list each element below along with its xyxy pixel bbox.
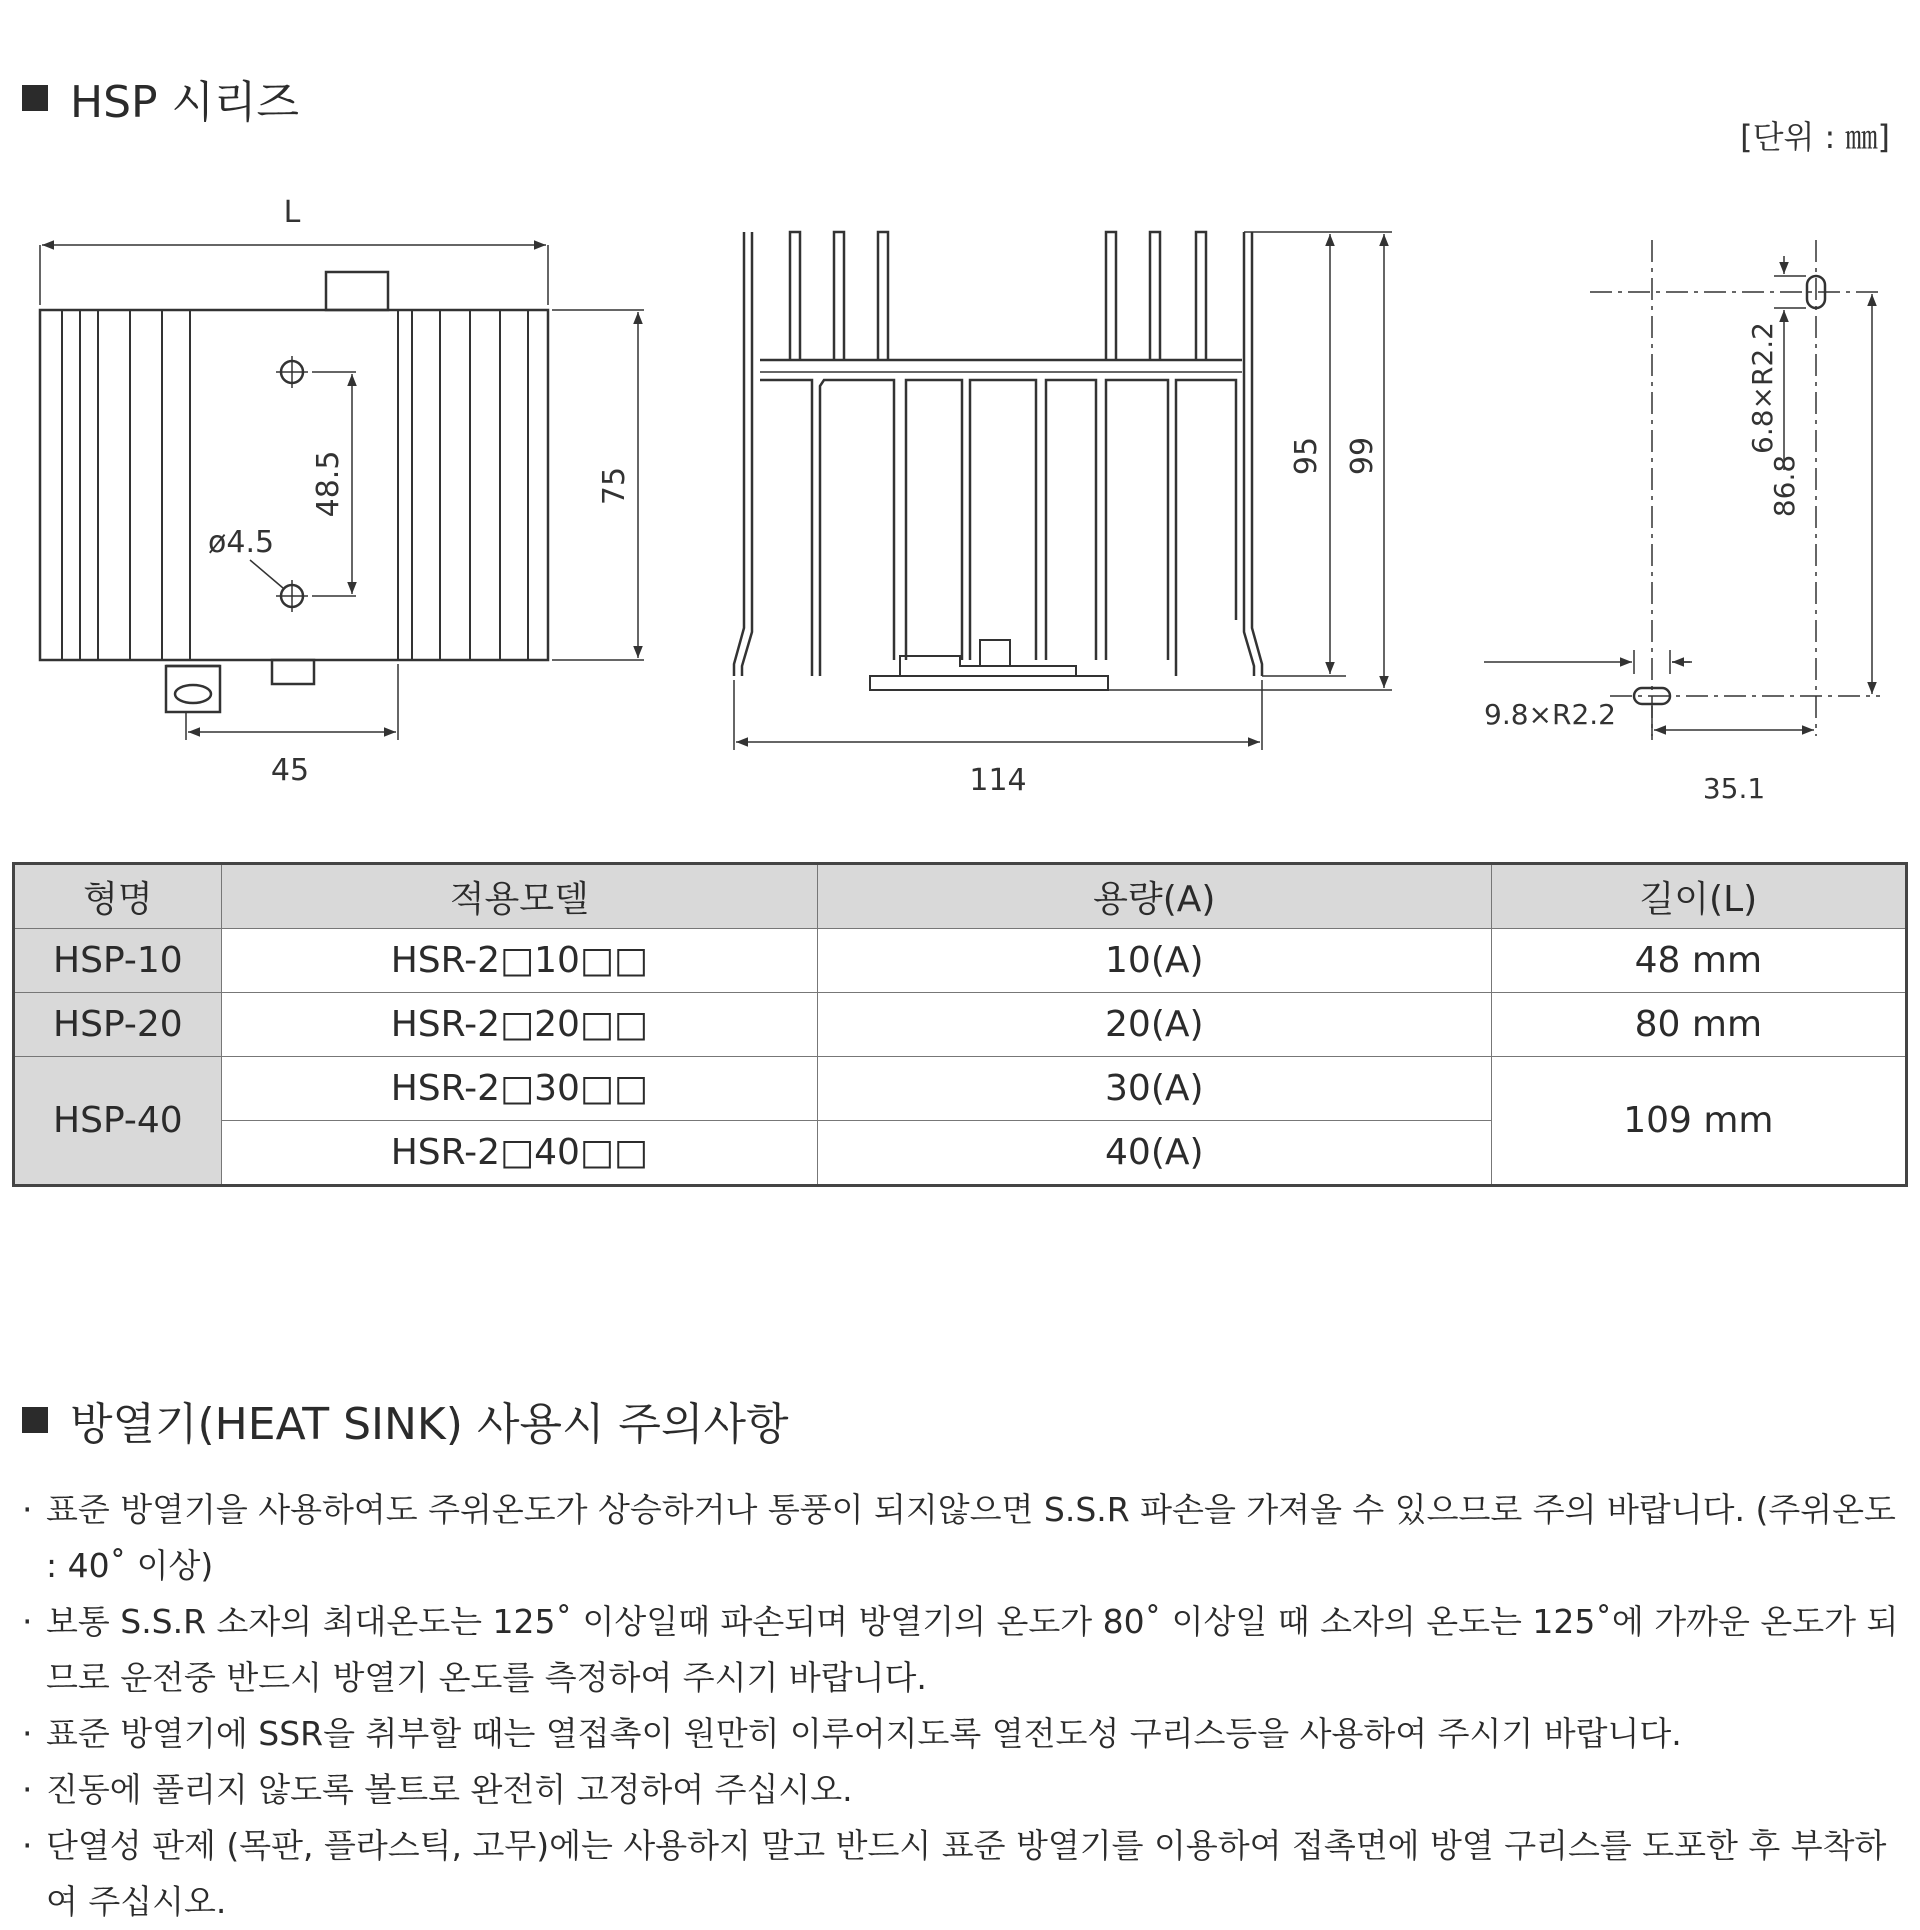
type-cell: HSP-40: [14, 1057, 222, 1186]
dim-side-inner-height-label: 95: [1289, 436, 1324, 476]
dim-side-width-label: 114: [969, 763, 1027, 798]
side-view: [734, 232, 1262, 690]
heatsink-drawing: [0, 190, 1920, 830]
table-header: 용량(A): [817, 864, 1491, 929]
table-row: [14, 993, 1907, 1057]
model-cell: HSR-2□20□□: [221, 993, 817, 1057]
length-cell: 48 mm: [1491, 929, 1906, 993]
capacity-cell: 30(A): [817, 1057, 1491, 1121]
dim-side-outer-height-label: 99: [1345, 436, 1380, 476]
table-header: 적용모델: [221, 864, 817, 929]
square-bullet-icon: [22, 1407, 48, 1433]
table-header-row: [14, 864, 1907, 929]
caution-notes: [22, 1482, 1912, 1930]
model-cell: HSR-2□10□□: [221, 929, 817, 993]
capacity-cell: 10(A): [817, 929, 1491, 993]
dim-slot-pitch-label: 86.8: [1768, 454, 1801, 518]
capacity-cell: 20(A): [817, 993, 1491, 1057]
note-item: · 표준 방열기을 사용하여도 주위온도가 상승하거나 통풍이 되지않으면 S.S.R 파손을 가져올 수 있으므로 주의 바랍니다. (주위온도 : 40˚ 이상): [22, 1482, 1912, 1594]
note-item: · 단열성 판제 (목판, 플라스틱, 고무)에는 사용하지 말고 반드시 표준 방열기를 이용하여 접촉면에 방열 구리스를 도포한 후 부착하여 주십시오.: [22, 1818, 1912, 1930]
dim-hole-spacing-label: 48.5: [311, 450, 346, 518]
unit-label: [단위 : ㎜]: [1740, 118, 1890, 156]
note-item: · 진동에 풀리지 않도록 볼트로 완전히 고정하여 주십시오.: [22, 1762, 1912, 1818]
section-title-heatsink-caution: [22, 1388, 788, 1452]
end-view: [1484, 240, 1880, 740]
spec-table: [12, 862, 1908, 1187]
dim-offset-label: 35.1: [1702, 772, 1766, 805]
capacity-cell: 40(A): [817, 1121, 1491, 1186]
section-title-text: 방열기(HEAT SINK) 사용시 주의사항: [70, 1399, 789, 1450]
model-cell: HSR-2□30□□: [221, 1057, 817, 1121]
table-row: [14, 1057, 1907, 1121]
dim-length-label: L: [283, 195, 301, 230]
note-item: · 표준 방열기에 SSR을 취부할 때는 열접촉이 원만히 이루어지도록 열전도성 구리스등을 사용하여 주시기 바랍니다.: [22, 1706, 1912, 1762]
table-header: 형명: [14, 864, 222, 929]
square-bullet-icon: [22, 85, 48, 111]
dim-mount-offset-label: 45: [270, 753, 310, 788]
length-cell: 109 mm: [1491, 1057, 1906, 1186]
table-header: 길이(L): [1491, 864, 1906, 929]
length-cell: 80 mm: [1491, 993, 1906, 1057]
note-item: · 보통 S.S.R 소자의 최대온도는 125˚ 이상일때 파손되며 방열기의 온도가 80˚ 이상일 때 소자의 온도는 125˚에 가까운 온도가 되므로 운전중 반드시 방열기 온도를 측정하여 주시기 바랍니다.: [22, 1594, 1912, 1706]
mount-slot-icon: [175, 685, 211, 703]
type-cell: HSP-20: [14, 993, 222, 1057]
section-title-hsp: [22, 66, 299, 130]
dim-hole-dia-label: ø4.5: [208, 525, 275, 560]
model-cell: HSR-2□40□□: [221, 1121, 817, 1186]
section-title-text: HSP 시리즈: [70, 77, 300, 128]
front-view: [40, 272, 548, 712]
dim-height-label: 75: [597, 466, 632, 506]
dim-bottom-slot-label: 9.8×R2.2: [1484, 698, 1616, 731]
type-cell: HSP-10: [14, 929, 222, 993]
table-row: [14, 929, 1907, 993]
dim-top-slot-label: 6.8×R2.2: [1746, 322, 1779, 454]
